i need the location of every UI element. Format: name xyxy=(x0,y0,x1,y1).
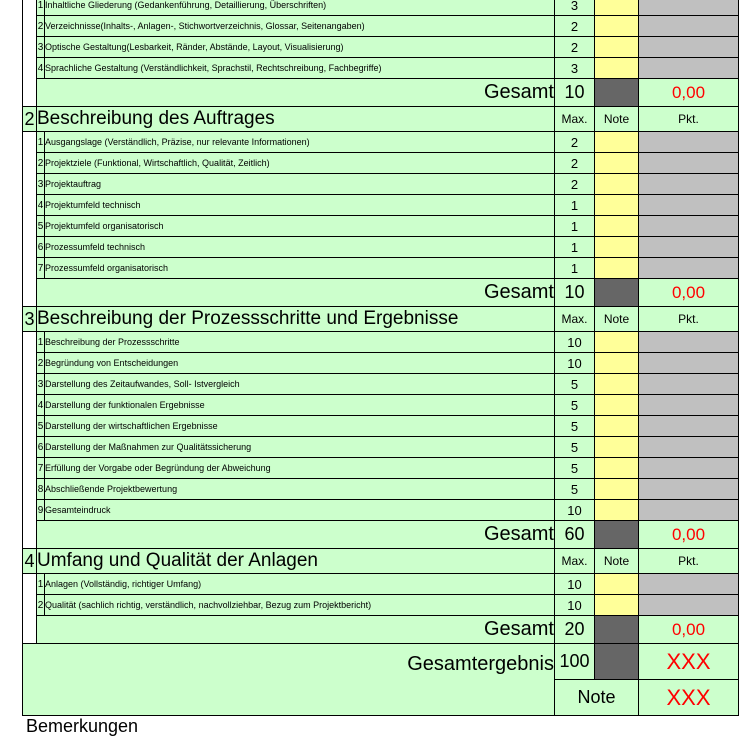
total-max: 60 xyxy=(555,521,595,549)
criterion-text: Gesamteindruck xyxy=(45,500,555,521)
criterion-row xyxy=(23,374,739,395)
criterion-points xyxy=(639,37,739,58)
criterion-points xyxy=(639,16,739,37)
criterion-note-input[interactable] xyxy=(595,500,639,521)
criterion-text: Prozessumfeld technisch xyxy=(45,237,555,258)
grand-total-note-disabled xyxy=(595,644,639,680)
criterion-points xyxy=(639,258,739,279)
criterion-max: 3 xyxy=(555,58,595,79)
page-margin xyxy=(0,0,22,728)
criterion-number: 8 xyxy=(37,479,45,500)
criterion-max: 1 xyxy=(555,216,595,237)
header-pkt: Pkt. xyxy=(639,307,739,332)
total-points: 0,00 xyxy=(639,79,739,107)
section-spacer xyxy=(23,332,37,549)
total-max: 10 xyxy=(555,79,595,107)
criterion-max: 5 xyxy=(555,437,595,458)
criterion-row xyxy=(23,195,739,216)
criterion-max: 2 xyxy=(555,16,595,37)
header-pkt: Pkt. xyxy=(639,107,739,132)
criterion-max: 5 xyxy=(555,458,595,479)
criterion-row xyxy=(23,216,739,237)
criterion-text: Abschließende Projektbewertung xyxy=(45,479,555,500)
criterion-points xyxy=(639,500,739,521)
criterion-note-input[interactable] xyxy=(595,237,639,258)
grand-total-max: 100 xyxy=(555,644,595,680)
criterion-text: Erfüllung der Vorgabe oder Begründung der Abweichung xyxy=(45,458,555,479)
criterion-row xyxy=(23,258,739,279)
criterion-row xyxy=(23,353,739,374)
criterion-points xyxy=(639,58,739,79)
header-max: Max. xyxy=(555,107,595,132)
section-number: 3 xyxy=(23,307,37,332)
total-note-disabled xyxy=(595,279,639,307)
header-max: Max. xyxy=(555,307,595,332)
criterion-note-input[interactable] xyxy=(595,332,639,353)
criterion-row xyxy=(23,153,739,174)
section-title: Beschreibung des Auftrages xyxy=(37,107,555,132)
remarks-area xyxy=(22,715,738,736)
criterion-note-input[interactable] xyxy=(595,216,639,237)
criterion-points xyxy=(639,353,739,374)
criterion-number: 1 xyxy=(37,332,45,353)
criterion-points xyxy=(639,458,739,479)
criterion-number: 1 xyxy=(37,132,45,153)
total-points: 0,00 xyxy=(639,279,739,307)
criterion-max: 2 xyxy=(555,132,595,153)
criterion-row xyxy=(23,479,739,500)
criterion-row xyxy=(23,132,739,153)
remarks-label: Bemerkungen xyxy=(26,716,139,736)
criterion-number: 3 xyxy=(37,37,45,58)
criterion-text: Begründung von Entscheidungen xyxy=(45,353,555,374)
criterion-points xyxy=(639,479,739,500)
criterion-note-input[interactable] xyxy=(595,437,639,458)
criterion-points xyxy=(639,332,739,353)
criterion-points xyxy=(639,195,739,216)
criterion-note-input[interactable] xyxy=(595,58,639,79)
criterion-text: Projektauftrag xyxy=(45,174,555,195)
grading-table xyxy=(22,0,739,716)
criterion-number: 2 xyxy=(37,595,45,616)
criterion-points xyxy=(639,174,739,195)
grade-label: Note xyxy=(555,680,639,716)
criterion-text: Projektumfeld organisatorisch xyxy=(45,216,555,237)
criterion-points xyxy=(639,416,739,437)
criterion-text: Darstellung der funktionalen Ergebnisse xyxy=(45,395,555,416)
section-header xyxy=(23,549,739,574)
criterion-number: 4 xyxy=(37,195,45,216)
criterion-max: 10 xyxy=(555,332,595,353)
criterion-note-input[interactable] xyxy=(595,132,639,153)
criterion-number: 6 xyxy=(37,237,45,258)
criterion-points xyxy=(639,237,739,258)
total-note-disabled xyxy=(595,79,639,107)
criterion-text: Darstellung des Zeitaufwandes, Soll- Istvergleich xyxy=(45,374,555,395)
header-note: Note xyxy=(595,107,639,132)
section-number: 2 xyxy=(23,107,37,132)
section-total-row xyxy=(23,279,739,307)
criterion-number: 3 xyxy=(37,374,45,395)
section-header xyxy=(23,307,739,332)
header-note: Note xyxy=(595,549,639,574)
criterion-max: 1 xyxy=(555,237,595,258)
criterion-note-input[interactable] xyxy=(595,16,639,37)
criterion-number: 4 xyxy=(37,395,45,416)
grade-result: XXX xyxy=(639,680,739,716)
section-spacer xyxy=(23,574,37,644)
grand-total-result: XXX xyxy=(639,644,739,680)
criterion-max: 3 xyxy=(555,0,595,16)
criterion-text: Projektziele (Funktional, Wirtschaftlich, Qualität, Zeitlich) xyxy=(45,153,555,174)
criterion-number: 2 xyxy=(37,353,45,374)
header-max: Max. xyxy=(555,549,595,574)
criterion-points xyxy=(639,132,739,153)
criterion-number: 5 xyxy=(37,216,45,237)
header-note: Note xyxy=(595,307,639,332)
criterion-text: Qualität (sachlich richtig, verständlich, nachvollziehbar, Bezug zum Projektbericht) xyxy=(45,595,555,616)
criterion-text: Beschreibung der Prozessschritte xyxy=(45,332,555,353)
section-number: 4 xyxy=(23,549,37,574)
criterion-points xyxy=(639,0,739,16)
total-label: Gesamt xyxy=(37,616,555,644)
criterion-row xyxy=(23,574,739,595)
criterion-number: 4 xyxy=(37,58,45,79)
total-points: 0,00 xyxy=(639,521,739,549)
criterion-max: 2 xyxy=(555,153,595,174)
criterion-max: 1 xyxy=(555,195,595,216)
criterion-row xyxy=(23,16,739,37)
criterion-max: 5 xyxy=(555,479,595,500)
criterion-max: 10 xyxy=(555,574,595,595)
criterion-text: Anlagen (Vollständig, richtiger Umfang) xyxy=(45,574,555,595)
criterion-note-input[interactable] xyxy=(595,258,639,279)
criterion-points xyxy=(639,574,739,595)
header-pkt: Pkt. xyxy=(639,549,739,574)
criterion-max: 10 xyxy=(555,595,595,616)
criterion-max: 2 xyxy=(555,37,595,58)
total-note-disabled xyxy=(595,521,639,549)
criterion-note-input[interactable] xyxy=(595,153,639,174)
criterion-points xyxy=(639,437,739,458)
section-spacer xyxy=(23,0,37,107)
section-total-row xyxy=(23,616,739,644)
criterion-row xyxy=(23,500,739,521)
criterion-text: Verzeichnisse(Inhalts-, Anlagen-, Stichwortverzeichnis, Glossar, Seitenangaben) xyxy=(45,16,555,37)
criterion-note-input[interactable] xyxy=(595,374,639,395)
criterion-points xyxy=(639,216,739,237)
criterion-text: Darstellung der wirtschaftlichen Ergebnisse xyxy=(45,416,555,437)
criterion-number: 2 xyxy=(37,16,45,37)
criterion-note-input[interactable] xyxy=(595,174,639,195)
criterion-row xyxy=(23,437,739,458)
criterion-row xyxy=(23,58,739,79)
grand-total-label: Gesamtergebnis xyxy=(23,644,555,716)
criterion-number: 6 xyxy=(37,437,45,458)
criterion-row xyxy=(23,37,739,58)
criterion-number: 1 xyxy=(37,0,45,16)
criterion-max: 5 xyxy=(555,374,595,395)
section-total-row xyxy=(23,79,739,107)
criterion-note-input[interactable] xyxy=(595,0,639,16)
criterion-points xyxy=(639,395,739,416)
criterion-row xyxy=(23,416,739,437)
total-label: Gesamt xyxy=(37,521,555,549)
criterion-row xyxy=(23,332,739,353)
criterion-text: Prozessumfeld organisatorisch xyxy=(45,258,555,279)
section-title: Umfang und Qualität der Anlagen xyxy=(37,549,555,574)
criterion-row xyxy=(23,174,739,195)
criterion-max: 10 xyxy=(555,353,595,374)
criterion-text: Darstellung der Maßnahmen zur Qualitätssicherung xyxy=(45,437,555,458)
criterion-number: 3 xyxy=(37,174,45,195)
criterion-number: 7 xyxy=(37,458,45,479)
total-label: Gesamt xyxy=(37,79,555,107)
criterion-max: 5 xyxy=(555,416,595,437)
criterion-text: Sprachliche Gestaltung (Verständlichkeit, Sprachstil, Rechtschreibung, Fachbegriffe) xyxy=(45,58,555,79)
total-label: Gesamt xyxy=(37,279,555,307)
section-total-row xyxy=(23,521,739,549)
criterion-row xyxy=(23,595,739,616)
criterion-note-input[interactable] xyxy=(595,595,639,616)
criterion-text: Ausgangslage (Verständlich, Präzise, nur relevante Informationen) xyxy=(45,132,555,153)
total-points: 0,00 xyxy=(639,616,739,644)
criterion-note-input[interactable] xyxy=(595,479,639,500)
criterion-note-input[interactable] xyxy=(595,195,639,216)
criterion-points xyxy=(639,153,739,174)
section-header xyxy=(23,107,739,132)
criterion-note-input[interactable] xyxy=(595,574,639,595)
criterion-points xyxy=(639,595,739,616)
total-max: 10 xyxy=(555,279,595,307)
criterion-row xyxy=(23,0,739,16)
criterion-max: 2 xyxy=(555,174,595,195)
criterion-number: 7 xyxy=(37,258,45,279)
criterion-note-input[interactable] xyxy=(595,353,639,374)
criterion-text: Optische Gestaltung(Lesbarkeit, Ränder, Abstände, Layout, Visualisierung) xyxy=(45,37,555,58)
criterion-number: 2 xyxy=(37,153,45,174)
criterion-max: 1 xyxy=(555,258,595,279)
criterion-points xyxy=(639,374,739,395)
criterion-row xyxy=(23,458,739,479)
criterion-row xyxy=(23,395,739,416)
criterion-note-input[interactable] xyxy=(595,458,639,479)
criterion-row xyxy=(23,237,739,258)
criterion-note-input[interactable] xyxy=(595,395,639,416)
total-note-disabled xyxy=(595,616,639,644)
criterion-number: 9 xyxy=(37,500,45,521)
criterion-text: Projektumfeld technisch xyxy=(45,195,555,216)
criterion-note-input[interactable] xyxy=(595,37,639,58)
criterion-number: 5 xyxy=(37,416,45,437)
criterion-note-input[interactable] xyxy=(595,416,639,437)
criterion-max: 10 xyxy=(555,500,595,521)
criterion-number: 1 xyxy=(37,574,45,595)
criterion-text: Inhaltliche Gliederung (Gedankenführung, Detaillierung, Überschriften) xyxy=(45,0,555,16)
total-max: 20 xyxy=(555,616,595,644)
criterion-max: 5 xyxy=(555,395,595,416)
grand-total-row xyxy=(23,644,739,680)
section-spacer xyxy=(23,132,37,307)
section-title: Beschreibung der Prozessschritte und Ergebnisse xyxy=(37,307,555,332)
